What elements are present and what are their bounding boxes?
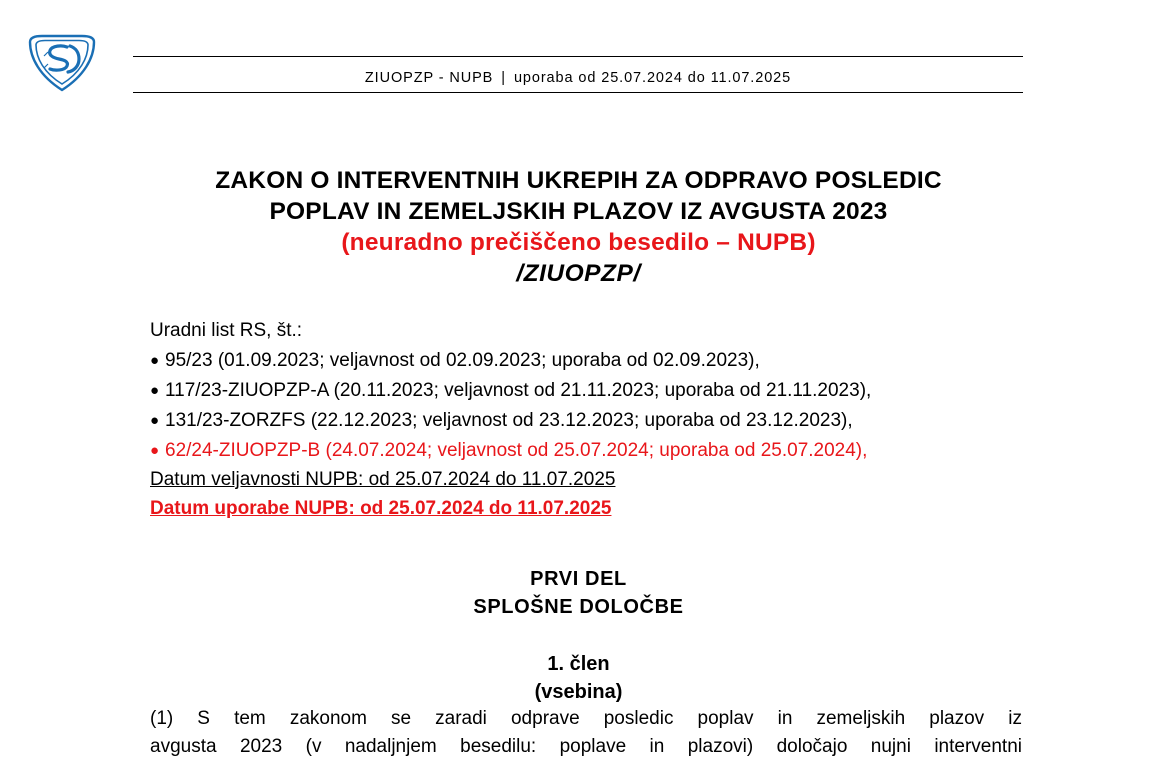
list-item <box>150 376 1050 406</box>
article-title: (vsebina) <box>534 681 623 703</box>
bullet-icon: ● <box>150 382 160 399</box>
bullet-icon: ● <box>150 412 160 429</box>
usage-date-line: Datum uporabe NUPB: od 25.07.2024 do 11.07.2025 <box>150 498 612 519</box>
validity-block <box>150 465 615 523</box>
header-separator: | <box>501 70 506 86</box>
header-divider-top <box>133 56 1023 57</box>
header-doc-code: ZIUOPZP - NUPB <box>364 70 494 86</box>
part-heading <box>0 565 1157 621</box>
shield-logo <box>24 32 100 94</box>
source-item-text: 62/24-ZIUOPZP-B (24.07.2024; veljavnost od 25.07.2024; uporaba od 25.07.2024), <box>165 440 868 461</box>
list-item <box>150 406 1050 436</box>
title-line-2: POPLAV IN ZEMELJSKIH PLAZOV IZ AVGUSTA 2023 <box>269 198 888 225</box>
header-divider-bottom <box>133 92 1023 93</box>
list-item <box>150 436 1050 466</box>
validity-date-line: Datum veljavnosti NUPB: od 25.07.2024 do 11.07.2025 <box>150 469 616 490</box>
title-line-3-nupb: (neuradno prečiščeno besedilo – NUPB) <box>341 229 816 256</box>
document-title <box>0 165 1157 289</box>
title-line-4-abbrev: /ZIUOPZP/ <box>516 260 641 287</box>
header-usage-range: uporaba od 25.07.2024 do 11.07.2025 <box>513 70 792 86</box>
source-item-text: 95/23 (01.09.2023; veljavnost od 02.09.2023; uporaba od 02.09.2023), <box>165 350 760 371</box>
source-item-text: 131/23-ZORZFS (22.12.2023; veljavnost od 23.12.2023; uporaba od 23.12.2023), <box>165 410 853 431</box>
page-header <box>0 28 1157 90</box>
article-heading <box>0 650 1157 706</box>
article-body-paragraph <box>150 705 1022 761</box>
header-text <box>133 70 1023 86</box>
title-line-1: ZAKON O INTERVENTNIH UKREPIH ZA ODPRAVO POSLEDIC <box>215 167 942 194</box>
source-list <box>150 346 1050 466</box>
source-item-text: 117/23-ZIUOPZP-A (20.11.2023; veljavnost od 21.11.2023; uporaba od 21.11.2023), <box>165 380 872 401</box>
paragraph-line-1: (1) S tem zakonom se zaradi odprave posledic poplav in zemeljskih plazov iz <box>150 708 1022 729</box>
article-number: 1. člen <box>547 653 610 675</box>
part-title: SPLOŠNE DOLOČBE <box>473 596 684 618</box>
bullet-icon: ● <box>150 442 160 459</box>
bullet-icon: ● <box>150 352 160 369</box>
paragraph-line-2: avgusta 2023 (v nadaljnjem besedilu: poplave in plazovi) določajo nujni interventni <box>150 736 1022 757</box>
list-item <box>150 346 1050 376</box>
source-block <box>150 317 1050 466</box>
part-number: PRVI DEL <box>530 568 627 590</box>
source-intro: Uradni list RS, št.: <box>150 320 303 341</box>
